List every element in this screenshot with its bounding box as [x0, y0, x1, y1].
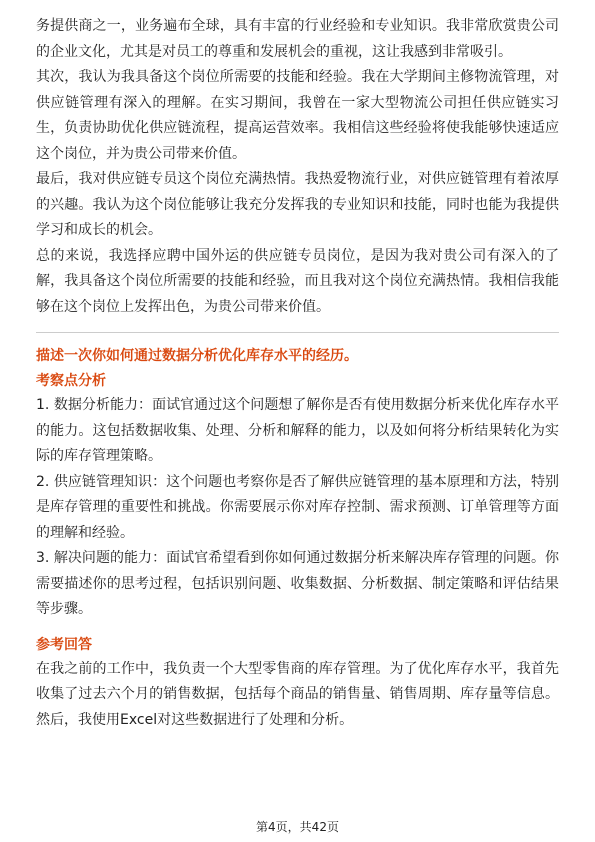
analysis-point-1: 1. 数据分析能力：面试官通过这个问题想了解你是否有使用数据分析来优化库存水平的能力。这包括数据收集、处理、分析和解释的能力，以及如何将分析结果转化为实际的库存管理策略。	[36, 397, 559, 464]
analysis-section	[36, 393, 559, 623]
intro-paragraph-4: 总的来说，我选择应聘中国外运的供应链专员岗位，是因为我对贵公司有深入的了解，我具备这个岗位所需要的技能和经验，而且我对这个岗位充满热情。我相信我能够在这个岗位上发挥出色，为贵公司带来价值。	[36, 247, 559, 315]
intro-paragraph-2: 其次，我认为我具备这个岗位所需要的技能和经验。我在大学期间主修物流管理，对供应链管理有深入的理解。在实习期间，我曾在一家大型物流公司担任供应链实习生，负责协助优化供应链流程，提高运营效率。我相信这些经验将使我能够快速适应这个岗位，并为贵公司带来价值。	[36, 69, 559, 162]
analysis-point-3: 3. 解决问题的能力：面试官希望看到你如何通过数据分析来解决库存管理的问题。你需要描述你的思考过程，包括识别问题、收集数据、分析数据、制定策略和评估结果等步骤。	[36, 550, 559, 617]
analysis-point-2: 2. 供应链管理知识：这个问题也考察你是否了解供应链管理的基本原理和方法，特别是库存管理的重要性和挑战。你需要展示你对库存控制、需求预测、订单管理等方面的理解和经验。	[36, 473, 559, 541]
intro-paragraph-1: 务提供商之一，业务遍布全球，具有丰富的行业经验和专业知识。我非常欣赏贵公司的企业文化，尤其是对员工的尊重和发展机会的重视，这让我感到非常吸引。	[36, 18, 559, 60]
section-divider	[36, 332, 559, 333]
question-heading: 描述一次你如何通过数据分析优化库存水平的经历。	[36, 348, 358, 364]
document-body	[36, 14, 559, 733]
page-number: 第4页，共42页	[256, 820, 339, 834]
intro-paragraph-3: 最后，我对供应链专员这个岗位充满热情。我热爱物流行业，对供应链管理有着浓厚的兴趣。我认为这个岗位能够让我充分发挥我的专业知识和技能，同时也能为我提供学习和成长的机会。	[36, 171, 559, 238]
intro-section	[36, 14, 559, 320]
answer-paragraph: 在我之前的工作中，我负责一个大型零售商的库存管理。为了优化库存水平，我首先收集了过去六个月的销售数据，包括每个商品的销售量、销售周期、库存量等信息。然后，我使用Excel对这些数据进行了处理和分析。	[36, 660, 559, 728]
answer-title: 参考回答	[36, 636, 92, 653]
analysis-title: 考察点分析	[36, 373, 106, 389]
